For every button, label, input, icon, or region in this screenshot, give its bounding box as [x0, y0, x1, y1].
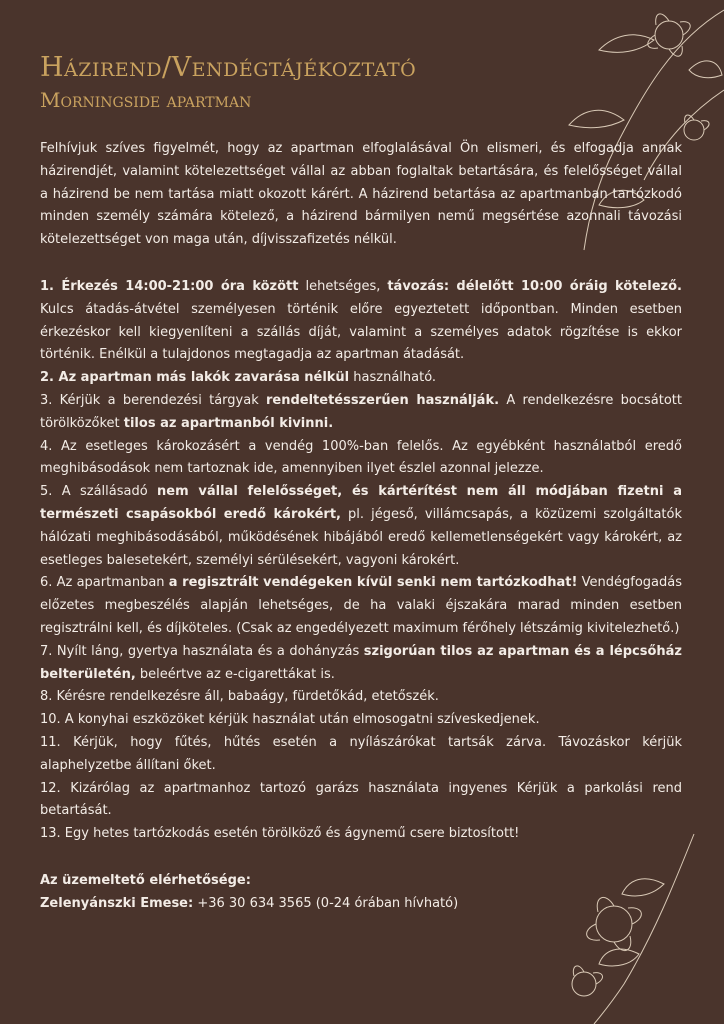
- rule-emphasis: szigorúan tilos az apartman és a lépcsőház belterületén,: [40, 643, 682, 682]
- rule-text: Vendégfogadás előzetes megbeszélés alapján lehetséges, de ha valaki éjszakára marad minden esetben regisztrálni kell, és díjköteles. (Csak az engedélyezett maximum férőhely létszámig kivitelezhető.): [40, 575, 682, 636]
- rule-text: A rendelkezésre bocsátott törölközőket: [40, 392, 682, 431]
- rule-emphasis: nem vállal felelősséget, és kártérítést nem áll módjában fizetni a természeti csapásokból eredő károkért,: [40, 484, 682, 522]
- rules-list: [40, 276, 682, 846]
- page-subtitle: Morningside apartman: [40, 88, 252, 112]
- rule-text: 8. Kérésre rendelkezésre áll, babaágy, fürdetőkád, etetőszék.: [40, 689, 439, 705]
- rule-item: [40, 778, 682, 824]
- contact-line: [40, 893, 682, 916]
- rule-emphasis: a regisztrált vendégeken kívül senki nem tartózkodhat!: [168, 575, 578, 591]
- rule-item: [40, 367, 682, 390]
- rule-text: 5. A szállásadó: [40, 484, 158, 500]
- rule-text: 13. Egy hetes tartózkodás esetén törölköző és ágynemű csere biztosított!: [40, 826, 520, 842]
- content: [40, 138, 682, 916]
- rule-item: [40, 641, 682, 687]
- rule-item: [40, 572, 682, 640]
- rule-item: [40, 276, 682, 367]
- rule-text: 4. Az esetleges károkozásért a vendég 100%-ban felelős. Az egyébként használatból eredő meghibásodások nem tartoznak ide, amennyiben ilyet észlel azonnal jelezze.: [40, 438, 682, 477]
- rule-text: 10. A konyhai eszközöket kérjük használat után elmosogatni szíveskedjenek.: [40, 712, 540, 728]
- rule-text: pl. jégeső, villámcsapás, a közüzemi szolgáltatók hálózati meghibásodásából, működésének hibájából eredő kellemetlenségekért vagy károkért, az esetleges balesetekért, személyi sérülésekért, vagyoni károkért.: [40, 506, 682, 568]
- rule-item: [40, 390, 682, 436]
- rule-item: [40, 481, 682, 572]
- rule-text: 6. Az apartmanban: [40, 575, 169, 591]
- contact-heading: Az üzemeltető elérhetősége:: [40, 872, 251, 888]
- rule-text: beleértve az e-cigarettákat is.: [135, 666, 335, 682]
- rule-text: 7. Nyílt láng, gyertya használata és a dohányzás: [40, 643, 364, 659]
- rule-item: [40, 709, 682, 732]
- page-title: Házirend/Vendégtájékoztató: [40, 52, 417, 83]
- rule-text: Kulcs átadás-átvétel személyesen történik előre egyeztetett időpontban. Minden esetben érkezéskor kell kiegyenlíteni a szállás díját, valamint a személyes adatok rögzítése is ekkor történik. Enélkül a tulajdonos megtagadja az apartman átadását.: [40, 301, 682, 363]
- contact-section: [40, 870, 682, 916]
- rule-emphasis: 1. Érkezés 14:00-21:00 óra között: [40, 278, 299, 294]
- intro-paragraph: Felhívjuk szíves figyelmét, hogy az apartman elfoglalásával Ön elismeri, és elfogadja annak házirendjét, valamint kötelezettséget vállal az abban foglaltak betartására, és felelősséget vállal a házirend be nem tartása miatt okozott kárért. A házirend betartása az apartmanban tartózkodó minden személy számára kötelező, a házirend bármilyen nemű megsértése azonnali távozási kötelezettséget von maga után, díjvisszafizetés nélkül.: [40, 141, 682, 248]
- rule-emphasis: távozás: délelőtt 10:00 óráig kötelező.: [387, 278, 682, 294]
- contact-phone: +36 30 634 3565 (0-24 órában hívható): [193, 895, 459, 911]
- rule-item: [40, 732, 682, 778]
- rule-emphasis: tilos az apartmanból kivinni.: [123, 415, 334, 431]
- rule-text: 11. Kérjük, hogy fűtés, hűtés esetén a nyílászárókat tartsák zárva. Távozáskor kérjük alaphelyzetbe állítani őket.: [40, 734, 682, 773]
- rule-text: 12. Kizárólag az apartmanhoz tartozó garázs használata ingyenes Kérjük a parkolási rend betartását.: [40, 780, 682, 819]
- rule-text: 3. Kérjük a berendezési tárgyak: [40, 392, 266, 408]
- rule-item: [40, 823, 682, 846]
- rule-text: használható.: [349, 370, 437, 386]
- contact-name: Zelenyánszki Emese:: [40, 895, 194, 911]
- rule-text: lehetséges,: [298, 278, 388, 294]
- rule-item: [40, 686, 682, 709]
- rule-emphasis: rendeltetésszerűen használják.: [266, 392, 500, 408]
- rule-item: [40, 436, 682, 482]
- rule-emphasis: 2. Az apartman más lakók zavarása nélkül: [40, 370, 350, 386]
